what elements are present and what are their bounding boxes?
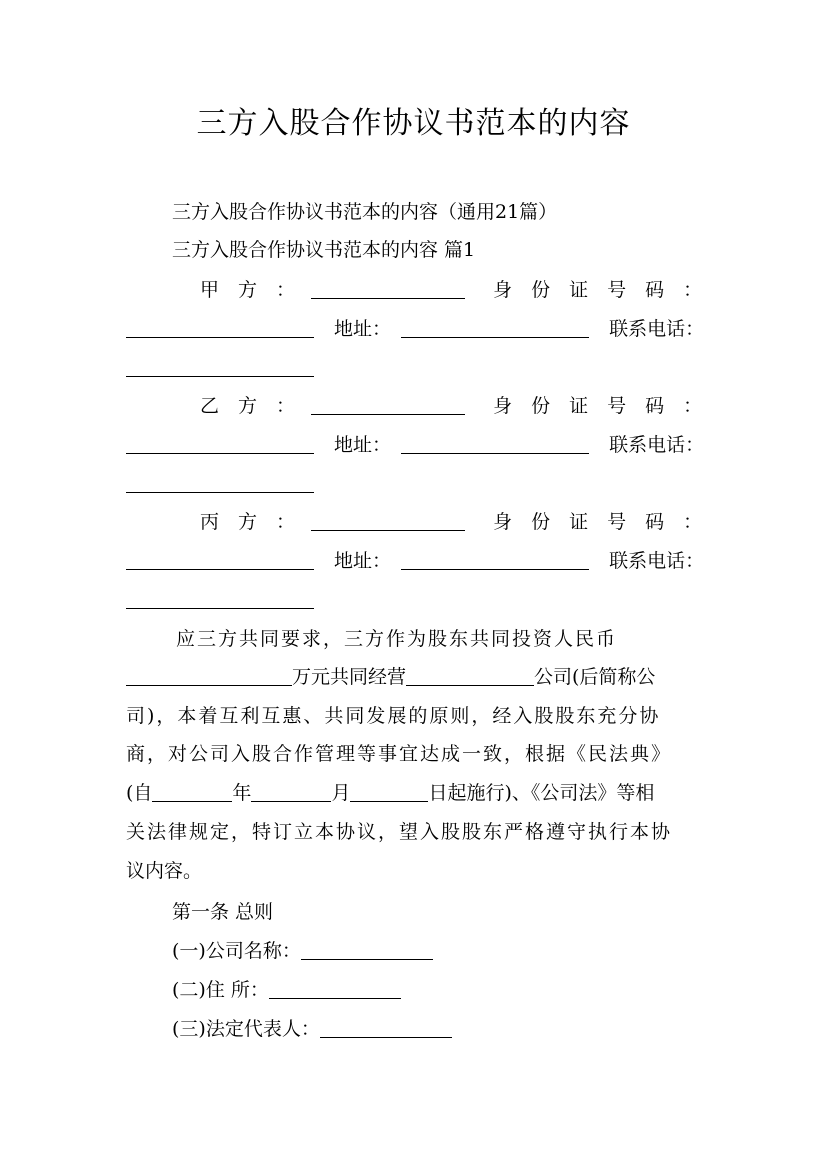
paragraph-line-3: 司)，本着互利互惠、共同发展的原则，经入股股东充分协 [126,705,661,727]
month-text: 月 [331,782,351,804]
item-company-name-label: (一)公司名称： [172,940,301,962]
party-b-address-blank[interactable] [401,433,589,454]
party-a-id-label: 身 份 证 号 码 ： [493,279,703,301]
chapter-heading: 三方入股合作协议书范本的内容 篇1 [172,239,476,261]
party-b-id-label: 身 份 证 号 码 ： [493,395,703,417]
day-blank[interactable] [350,781,428,802]
party-c-id-blank[interactable] [126,549,314,570]
company-abbrev-text: 公司(后简称公 [534,666,656,688]
item-legal-rep-label: (三)法定代表人： [172,1018,320,1040]
paragraph-line-5 [126,778,714,808]
party-b-address-label: 地址： [334,434,392,456]
paragraph-line-7: 议内容。 [126,860,203,882]
year-text: 年 [232,782,252,804]
paragraph-line-2 [126,662,714,692]
party-b-label: 乙 方 ： [200,395,296,417]
year-blank[interactable] [152,781,232,802]
party-a-address-blank[interactable] [401,317,589,338]
party-a-phone-label: 联系电话： [609,318,705,340]
paragraph-line-4: 商，对公司入股合作管理等事宜达成一致，根据《民法典》 [126,743,673,765]
party-c-row3 [126,585,714,615]
month-blank[interactable] [251,781,331,802]
document-title: 三方入股合作协议书范本的内容 [196,106,631,141]
party-c-row1 [126,507,714,537]
party-b-row3 [126,469,714,499]
article-1-heading: 第一条 总则 [172,901,274,923]
party-b-id-blank[interactable] [126,433,314,454]
item-legal-rep [126,1014,714,1044]
paragraph-line-6: 关法律规定，特订立本协议，望入股股东严格遵守执行本协 [126,821,673,843]
subtitle: 三方入股合作协议书范本的内容（通用21篇） [172,201,558,223]
company-name-blank[interactable] [406,665,534,686]
party-c-row2 [126,546,714,576]
party-a-label: 甲 方 ： [200,279,296,301]
party-b-phone-label: 联系电话： [609,434,705,456]
party-a-row1 [126,275,714,305]
party-a-phone-blank[interactable] [126,356,314,377]
investment-amount-blank[interactable] [126,665,292,686]
party-b-row2 [126,430,714,460]
party-b-name-blank[interactable] [311,394,465,415]
party-c-phone-blank[interactable] [126,588,314,609]
party-a-name-blank[interactable] [311,278,465,299]
party-a-row2 [126,314,714,344]
item-address-label: (二)住 所： [172,979,269,1001]
address-field[interactable] [269,978,401,999]
investment-unit-text: 万元共同经营 [292,666,407,688]
party-c-address-blank[interactable] [401,549,589,570]
party-b-row1 [126,391,714,421]
party-b-phone-blank[interactable] [126,472,314,493]
item-address [126,975,714,1005]
effective-from-text: (自 [126,782,153,804]
paragraph-line-1: 应三方共同要求，三方作为股东共同投资人民币 [176,628,618,650]
party-a-address-label: 地址： [334,318,392,340]
effective-date-text: 日起施行)、《公司法》等相 [428,782,655,804]
party-c-phone-label: 联系电话： [609,550,705,572]
party-c-name-blank[interactable] [311,510,465,531]
item-company-name [126,936,714,966]
party-c-address-label: 地址： [334,550,392,572]
company-name-field[interactable] [301,939,433,960]
legal-rep-field[interactable] [320,1017,452,1038]
party-a-row3 [126,353,714,383]
party-a-id-blank[interactable] [126,317,314,338]
party-c-label: 丙 方 ： [200,511,296,533]
party-c-id-label: 身 份 证 号 码 ： [493,511,703,533]
